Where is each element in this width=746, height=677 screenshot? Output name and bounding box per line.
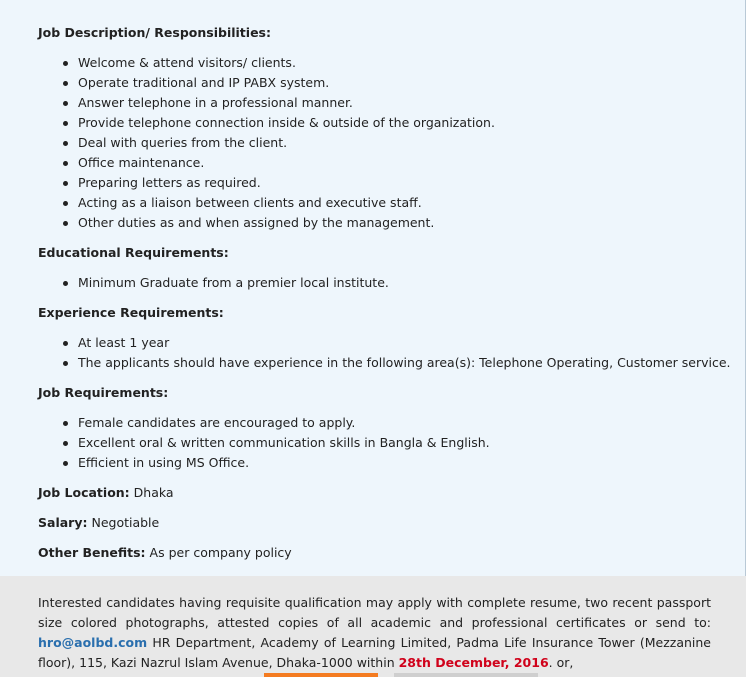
list-item: Preparing letters as required. [62, 173, 495, 193]
experience-requirements-heading: Experience Requirements: [38, 305, 224, 320]
job-location-row [38, 484, 174, 502]
list-item: Provide telephone connection inside & outside of the organization. [62, 113, 495, 133]
experience-requirements-list [62, 333, 731, 373]
bullet-icon [63, 221, 68, 226]
apply-instructions: Interested candidates having requisite qualification may apply with complete resume, two recent passport size colored photographs, attested copies of all academic and professional certificates or send to: hro@aolbd.com HR Department, Academy of Learning Limited, Padma Life Insurance Tower (Mezzanine floor), 115, Kazi Nazrul Islam Avenue, Dhaka-1000 within 28th December, 2016. or, [38, 595, 711, 670]
deadline-date: 28th December, 2016 [398, 655, 549, 670]
list-item: Answer telephone in a professional manner. [62, 93, 495, 113]
bullet-icon [63, 181, 68, 186]
bullet-icon [63, 341, 68, 346]
list-item: At least 1 year [62, 333, 731, 353]
bullet-icon [63, 461, 68, 466]
list-item: Excellent oral & written communication skills in Bangla & English. [62, 433, 490, 453]
secondary-action-button[interactable] [394, 673, 538, 677]
apply-online-button[interactable] [264, 673, 378, 677]
job-description-heading: Job Description/ Responsibilities: [38, 25, 271, 40]
educational-requirements-heading: Educational Requirements: [38, 245, 229, 260]
bullet-icon [63, 161, 68, 166]
bullet-icon [63, 121, 68, 126]
list-item: Office maintenance. [62, 153, 495, 173]
salary-row [38, 514, 159, 532]
bullet-icon [63, 101, 68, 106]
list-item: Acting as a liaison between clients and executive staff. [62, 193, 495, 213]
bullet-icon [63, 361, 68, 366]
job-location-value: Dhaka [133, 485, 174, 500]
list-item: The applicants should have experience in the following area(s): Telephone Operating, Customer service. [62, 353, 731, 373]
salary-value: Negotiable [91, 515, 160, 530]
list-item: Deal with queries from the client. [62, 133, 495, 153]
list-item: Female candidates are encouraged to apply. [62, 413, 490, 433]
other-benefits-label: Other Benefits: [38, 545, 146, 560]
educational-requirements-list [62, 273, 389, 293]
job-location-label: Job Location: [38, 485, 130, 500]
bullet-icon [63, 421, 68, 426]
list-item: Minimum Graduate from a premier local institute. [62, 273, 389, 293]
list-item: Efficient in using MS Office. [62, 453, 490, 473]
salary-label: Salary: [38, 515, 88, 530]
email-link[interactable]: hro@aolbd.com [38, 635, 148, 650]
other-benefits-row [38, 544, 292, 562]
job-requirements-heading: Job Requirements: [38, 385, 169, 400]
other-benefits-value: As per company policy [149, 545, 292, 560]
bullet-icon [63, 61, 68, 66]
apply-instructions-panel [0, 576, 746, 677]
bullet-icon [63, 81, 68, 86]
bullet-icon [63, 281, 68, 286]
job-requirements-list [62, 413, 490, 473]
bullet-icon [63, 201, 68, 206]
list-item: Welcome & attend visitors/ clients. [62, 53, 495, 73]
bullet-icon [63, 441, 68, 446]
list-item: Operate traditional and IP PABX system. [62, 73, 495, 93]
job-description-list [62, 53, 495, 233]
list-item: Other duties as and when assigned by the management. [62, 213, 495, 233]
bullet-icon [63, 141, 68, 146]
